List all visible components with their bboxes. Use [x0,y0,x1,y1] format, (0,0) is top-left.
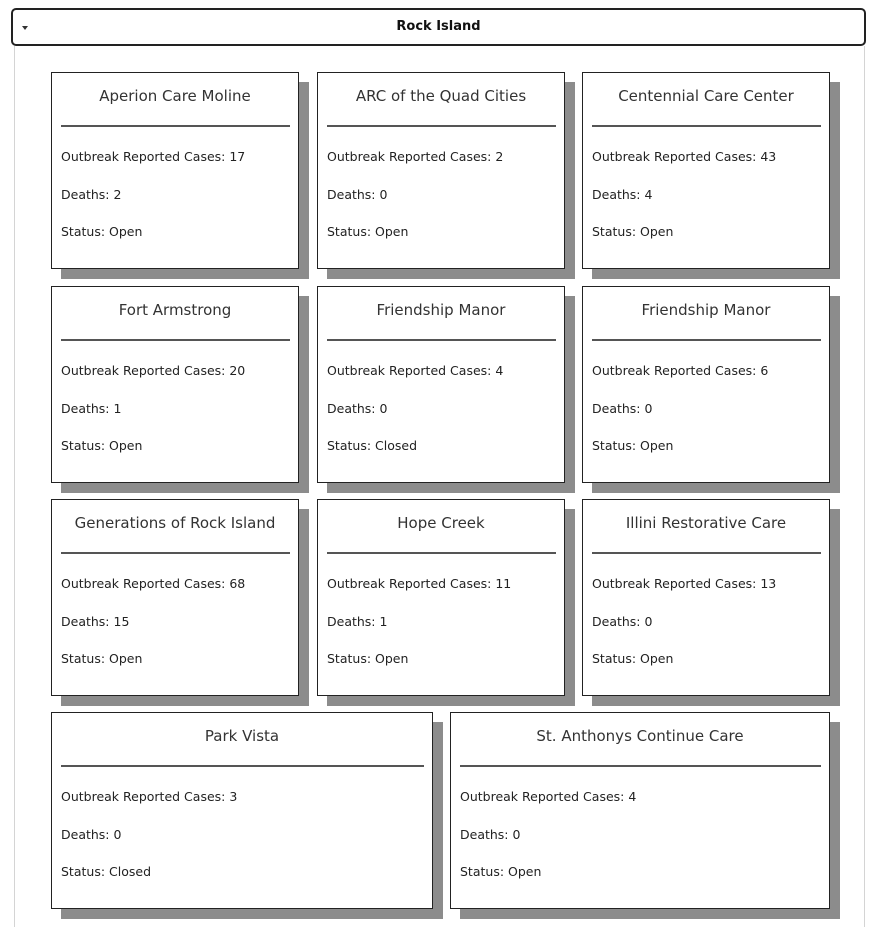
facility-card [51,286,299,483]
deaths-label: Deaths: [327,401,380,416]
cases-value: 20 [229,363,246,378]
cases-value: 4 [628,789,637,804]
cases-line [61,789,237,804]
status-line [61,438,142,453]
facility-card [51,499,299,696]
deaths-label: Deaths: [61,187,114,202]
deaths-line [327,614,387,629]
status-line [327,438,417,453]
facility-name: Generations of Rock Island [74,514,276,532]
status-value: Open [640,224,674,239]
facility-name: Park Vista [204,727,280,745]
divider [592,339,821,341]
cases-label: Outbreak Reported Cases: [61,149,230,164]
facility-card [582,72,830,269]
cases-label: Outbreak Reported Cases: [61,576,230,591]
deaths-label: Deaths: [61,827,114,842]
facility-name: Fort Armstrong [118,301,232,319]
facility-name: Friendship Manor [376,301,506,319]
cases-label: Outbreak Reported Cases: [327,363,496,378]
cases-line [61,149,245,164]
divider [61,125,290,127]
cases-value: 17 [229,149,246,164]
deaths-line [61,401,121,416]
cases-line [592,149,776,164]
deaths-label: Deaths: [460,827,513,842]
cases-label: Outbreak Reported Cases: [61,363,230,378]
status-label: Status: [592,438,641,453]
deaths-value: 15 [113,614,130,629]
status-line [61,651,142,666]
status-value: Open [109,438,143,453]
deaths-label: Deaths: [592,614,645,629]
divider [61,339,290,341]
deaths-label: Deaths: [61,401,114,416]
cases-value: 6 [760,363,769,378]
cases-value: 2 [495,149,504,164]
status-label: Status: [592,651,641,666]
deaths-value: 1 [113,401,122,416]
deaths-line [592,187,652,202]
deaths-label: Deaths: [327,187,380,202]
divider [327,125,556,127]
cases-label: Outbreak Reported Cases: [61,789,230,804]
cases-label: Outbreak Reported Cases: [460,789,629,804]
facility-name: ARC of the Quad Cities [355,87,527,105]
status-label: Status: [592,224,641,239]
status-label: Status: [327,438,376,453]
cases-line [61,576,245,591]
deaths-line [592,614,652,629]
status-label: Status: [327,224,376,239]
deaths-line [327,401,387,416]
status-label: Status: [327,651,376,666]
cases-value: 13 [760,576,777,591]
cases-label: Outbreak Reported Cases: [327,149,496,164]
status-label: Status: [61,224,110,239]
cases-label: Outbreak Reported Cases: [327,576,496,591]
deaths-line [327,187,387,202]
status-label: Status: [61,438,110,453]
status-label: Status: [460,864,509,879]
status-label: Status: [61,651,110,666]
deaths-line [592,401,652,416]
facility-name: Illini Restorative Care [625,514,787,532]
cases-line [460,789,636,804]
divider [460,765,821,767]
status-line [460,864,541,879]
facility-name: Friendship Manor [641,301,771,319]
status-value: Open [109,224,143,239]
status-line [592,224,673,239]
cases-value: 4 [495,363,504,378]
status-value: Open [640,438,674,453]
county-title: Rock Island [396,19,481,34]
deaths-value: 2 [113,187,122,202]
facility-card [317,72,565,269]
cases-line [327,576,511,591]
cases-line [592,363,768,378]
divider [327,339,556,341]
deaths-value: 0 [379,187,388,202]
status-value: Open [375,651,409,666]
county-accordion-header[interactable] [11,8,866,46]
facility-name: Aperion Care Moline [99,87,251,105]
deaths-value: 0 [644,614,653,629]
status-value: Closed [375,438,418,453]
cases-value: 11 [495,576,512,591]
cases-label: Outbreak Reported Cases: [592,576,761,591]
status-value: Open [640,651,674,666]
facility-card [450,712,830,909]
deaths-line [61,614,129,629]
deaths-value: 0 [512,827,521,842]
status-line [61,864,151,879]
cases-label: Outbreak Reported Cases: [592,363,761,378]
cases-line [327,363,503,378]
divider [327,552,556,554]
deaths-value: 0 [644,401,653,416]
status-label: Status: [61,864,110,879]
cases-line [61,363,245,378]
status-value: Open [508,864,542,879]
cases-value: 68 [229,576,246,591]
status-line [592,438,673,453]
facility-card [582,499,830,696]
status-value: Open [375,224,409,239]
cases-label: Outbreak Reported Cases: [592,149,761,164]
deaths-label: Deaths: [592,187,645,202]
divider [592,125,821,127]
facility-name: St. Anthonys Continue Care [536,727,744,745]
divider [592,552,821,554]
facility-name: Centennial Care Center [618,87,794,105]
deaths-value: 0 [113,827,122,842]
cases-line [327,149,503,164]
facility-card [51,712,433,909]
facility-card [317,286,565,483]
facility-card [582,286,830,483]
deaths-value: 4 [644,187,653,202]
status-value: Closed [109,864,152,879]
cases-value: 43 [760,149,777,164]
facility-card [51,72,299,269]
deaths-label: Deaths: [592,401,645,416]
status-line [327,651,408,666]
facility-name: Hope Creek [397,514,485,532]
deaths-line [61,827,121,842]
deaths-line [460,827,520,842]
facility-card [317,499,565,696]
status-line [592,651,673,666]
cases-value: 3 [229,789,238,804]
deaths-line [61,187,121,202]
deaths-label: Deaths: [327,614,380,629]
status-line [327,224,408,239]
divider [61,765,424,767]
divider [61,552,290,554]
cases-line [592,576,776,591]
deaths-label: Deaths: [61,614,114,629]
status-line [61,224,142,239]
deaths-value: 0 [379,401,388,416]
status-value: Open [109,651,143,666]
deaths-value: 1 [379,614,388,629]
